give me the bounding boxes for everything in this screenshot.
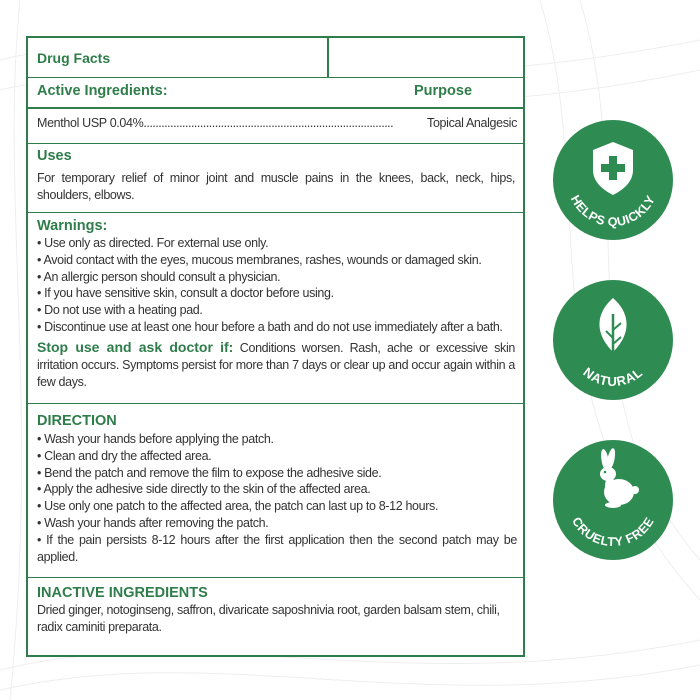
leaf-icon	[599, 298, 626, 356]
list-item: • Avoid contact with the eyes, mucous membranes, rashes, wounds or damaged skin.	[37, 252, 482, 267]
helps-quickly-badge	[553, 120, 673, 240]
list-item: • Apply the adhesive side directly to the skin of the affected area.	[37, 482, 371, 497]
direction-heading: DIRECTION	[37, 413, 117, 429]
warnings-heading: Warnings:	[37, 218, 108, 234]
cruelty-free-badge	[553, 440, 673, 560]
natural-label: NATURAL	[580, 364, 646, 390]
rabbit-icon	[600, 448, 639, 508]
list-item: • An allergic person should consult a physician.	[37, 269, 281, 284]
list-item: • If you have sensitive skin, consult a doctor before using.	[37, 286, 334, 301]
list-item: • Use only as directed. For external use only.	[37, 236, 269, 250]
stop-use-paragraph	[37, 339, 515, 390]
uses-heading: Uses	[37, 148, 72, 164]
active-ingredient-row	[37, 115, 517, 132]
shield-cross-icon	[593, 142, 633, 195]
list-item: • Wash your hands after removing the patch.	[37, 515, 269, 530]
helps-quickly-label: HELPS QUICKLY	[567, 192, 659, 229]
uses-section	[28, 144, 523, 213]
title-divider	[327, 38, 329, 77]
inactive-ingredients-section	[28, 578, 523, 657]
natural-badge	[553, 280, 673, 400]
leader-dots: ....................................................................................	[143, 116, 394, 130]
list-item: • Do not use with a heating pad.	[37, 303, 203, 318]
warnings-list	[37, 235, 517, 336]
purpose-heading: Purpose	[414, 83, 473, 99]
list-item: • Use only one patch to the affected area, the patch can last up to 8-12 hours.	[37, 499, 439, 514]
uses-text: For temporary relief of minor joint and muscle pains in the knees, back, neck, hips, shoulders, elbows.	[37, 171, 515, 202]
inactive-ingredients-text: Dried ginger, notoginseng, saffron, divaricate saposhnivia root, garden balsam stem, chili, radix caminiti preparata.	[37, 603, 500, 634]
list-item: • Wash your hands before applying the patch.	[37, 432, 274, 446]
direction-list	[37, 431, 517, 565]
ingredient-name: Menthol USP 0.04%	[37, 116, 144, 130]
list-item: • Clean and dry the affected area.	[37, 448, 212, 463]
drug-facts-title-row	[28, 38, 523, 78]
warnings-section	[28, 213, 523, 404]
ingredient-purpose: Topical Analgesic	[427, 116, 517, 130]
cruelty-free-label: CRUELTY FREE	[569, 514, 657, 550]
active-ingredients-section	[28, 78, 523, 144]
drug-facts-panel	[26, 36, 525, 657]
stop-use-heading: Stop use and ask doctor if:	[37, 339, 234, 355]
drug-facts-title: Drug Facts	[37, 50, 111, 66]
active-divider	[28, 107, 523, 109]
list-item: • Bend the patch and remove the film to expose the adhesive side.	[37, 465, 382, 480]
list-item: • If the pain persists 8-12 hours after the first application then the second patch may be applied.	[37, 532, 517, 564]
direction-section	[28, 404, 523, 578]
stop-use-text: Conditions worsen. Rash, ache or excessive skin irritation occurs. Symptoms persist for more than 7 days or clear up and occur again within a few days.	[37, 341, 515, 389]
inactive-ingredients-heading: INACTIVE INGREDIENTS	[37, 585, 208, 601]
list-item: • Discontinue use at least one hour before a bath and do not use immediately after a bath.	[37, 319, 503, 334]
active-ingredients-heading: Active Ingredients:	[37, 83, 168, 99]
